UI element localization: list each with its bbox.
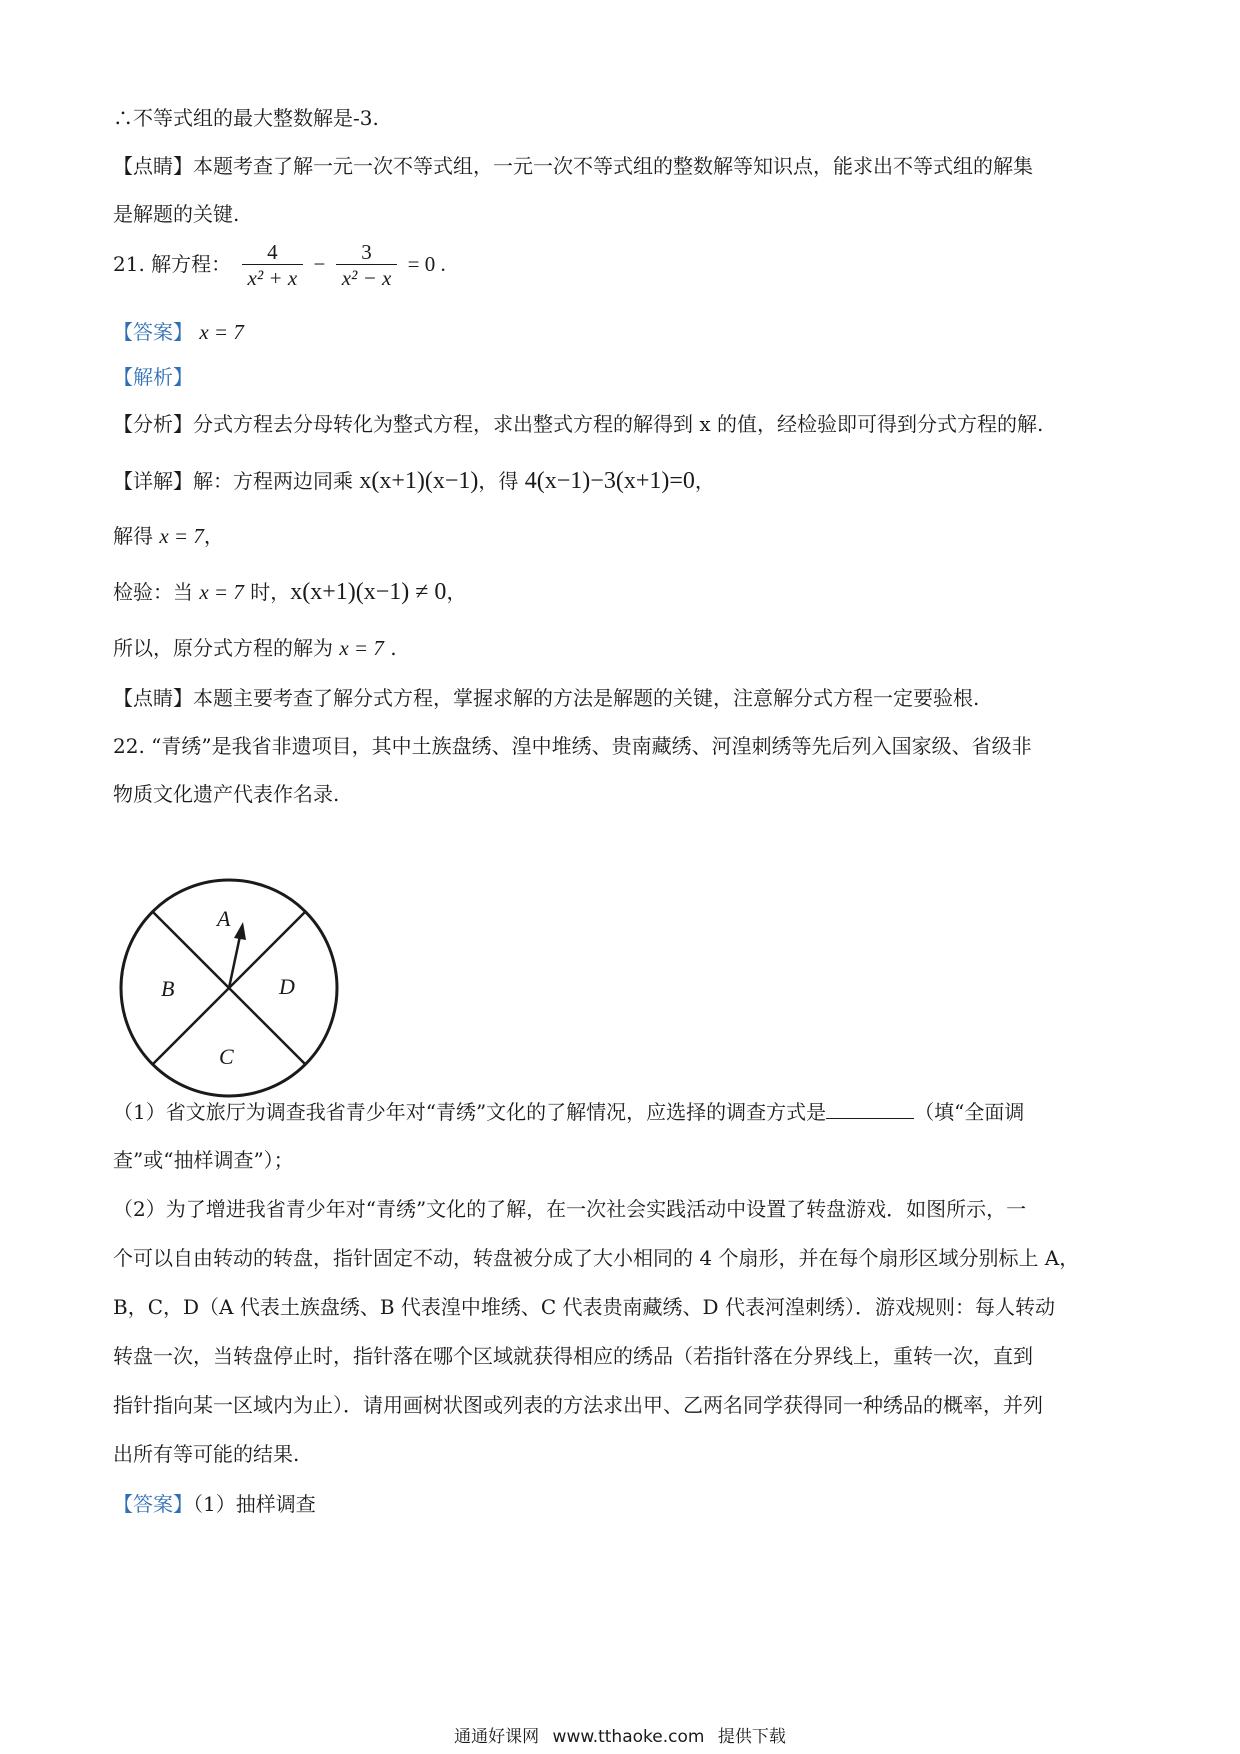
part-2-line-6: 出所有等可能的结果. [113, 1442, 300, 1466]
part-2-line-2: 个可以自由转动的转盘，指针固定不动，转盘被分成了大小相同的 4 个扇形，并在每个扇形区域分别标上 A， [113, 1246, 1080, 1270]
answer-value: x = 7 [199, 320, 244, 344]
fraction-2-denominator: x² − x [336, 264, 398, 291]
sector-label-a: A [217, 906, 231, 931]
xiangjie-end: ， [694, 469, 715, 493]
fraction-1 [242, 240, 304, 291]
jianyan-mid: 时， [243, 580, 291, 604]
fraction-2 [336, 240, 398, 291]
spinner-diagram [113, 872, 345, 1104]
sector-label-b: B [161, 976, 175, 1001]
fraction-1-numerator: 4 [267, 240, 278, 264]
sector-label-d: D [279, 974, 295, 999]
suoyi-end: . [383, 636, 397, 660]
sector-label-c: C [219, 1044, 234, 1069]
answer-blank [826, 1098, 914, 1119]
xiangjie-math-1: x(x+1)(x−1) [359, 468, 479, 494]
part-1-text-a: （1）省文旅厅为调查我省青少年对“青绣”文化的了解情况，应选择的调查方式是 [113, 1100, 827, 1124]
jianyan-line [113, 578, 466, 606]
footer-action: 提供下载 [717, 1727, 786, 1747]
question-21 [113, 240, 446, 291]
jiexi-tag: 【解析】 [113, 365, 193, 389]
jianyan-math-2: x(x+1)(x−1) ≠ 0 [290, 579, 447, 605]
part-2-line-5: 指针指向某一区域内为止）．请用画树状图或列表的方法求出甲、乙两名同学获得同一种绣品的概率，并列 [113, 1393, 1043, 1417]
xiangjie-text: 【详解】解：方程两边同乘 [113, 469, 360, 493]
xiangjie-mid: ，得 [478, 469, 525, 493]
footer-site-name: 通通好课网 [454, 1727, 540, 1747]
jiede-text: 解得 [113, 524, 160, 548]
pointer-arrow-icon [234, 922, 246, 940]
suoyi-line [113, 634, 397, 662]
xiangjie-math-2: 4(x−1)−3(x+1)=0 [524, 468, 695, 494]
answer-22-value: （1）抽样调查 [193, 1492, 316, 1516]
answer-22 [113, 1490, 316, 1518]
jianyan-end: ， [446, 580, 467, 604]
fraction-2-numerator: 3 [361, 240, 372, 264]
part-1-line-2: 查”或“抽样调查”）； [113, 1148, 294, 1172]
jianyan-math-1: x = 7 [199, 580, 244, 604]
part-2-line-1: （2）为了增进我省青少年对“青绣”文化的了解，在一次社会实践活动中设置了转盘游戏．如图所示，一 [113, 1197, 1027, 1221]
question-22-line-1: 22. “青绣”是我省非遗项目，其中土族盘绣、湟中堆绣、贵南藏绣、河湟刺绣等先后列入国家级、省级非 [113, 734, 1032, 758]
jiede-line [113, 522, 224, 550]
footer-url[interactable]: www.tthaoke.com [552, 1727, 705, 1747]
part-1-line-1 [113, 1098, 1024, 1126]
part-1-text-b: （填“全面调 [914, 1100, 1025, 1124]
jiede-end: ， [203, 524, 224, 548]
part-2-line-4: 转盘一次，当转盘停止时，指针落在哪个区域就获得相应的绣品（若指针落在分界线上，重转一次，直到 [113, 1344, 1033, 1368]
dianjing-line-2: 是解题的关键. [113, 202, 240, 226]
fenxi-line: 【分析】分式方程去分母转化为整式方程，求出整式方程的解得到 x 的值，经检验即可得到分式方程的解. [113, 412, 1044, 436]
answer-tag: 【答案】 [113, 320, 193, 344]
answer-21 [113, 318, 244, 346]
answer-22-tag: 【答案】 [113, 1492, 193, 1516]
jianyan-text: 检验：当 [113, 580, 200, 604]
dianjing-line-1: 【点睛】本题考查了解一元一次不等式组，一元一次不等式组的整数解等知识点，能求出不等式组的解集 [113, 154, 1033, 178]
jiede-math: x = 7 [159, 524, 204, 548]
minus-sign: − [313, 252, 326, 276]
conclusion-line: ∴不等式组的最大整数解是-3. [113, 106, 379, 130]
suoyi-math: x = 7 [339, 636, 384, 660]
question-22-line-2: 物质文化遗产代表作名录. [113, 782, 340, 806]
xiangjie-line [113, 467, 715, 495]
q21-prefix: 21. 解方程： [113, 252, 232, 276]
part-2-line-3: B，C，D（A 代表土族盘绣、B 代表湟中堆绣、C 代表贵南藏绣、D 代表河湟刺绣）．游戏规则：每人转动 [113, 1295, 1055, 1319]
equation-tail: = 0 . [407, 252, 446, 276]
dianjing-21: 【点睛】本题主要考查了解分式方程，掌握求解的方法是解题的关键，注意解分式方程一定要验根. [113, 686, 980, 710]
fraction-1-denominator: x² + x [242, 264, 304, 291]
suoyi-text: 所以，原分式方程的解为 [113, 636, 340, 660]
page-footer [0, 1722, 1240, 1747]
